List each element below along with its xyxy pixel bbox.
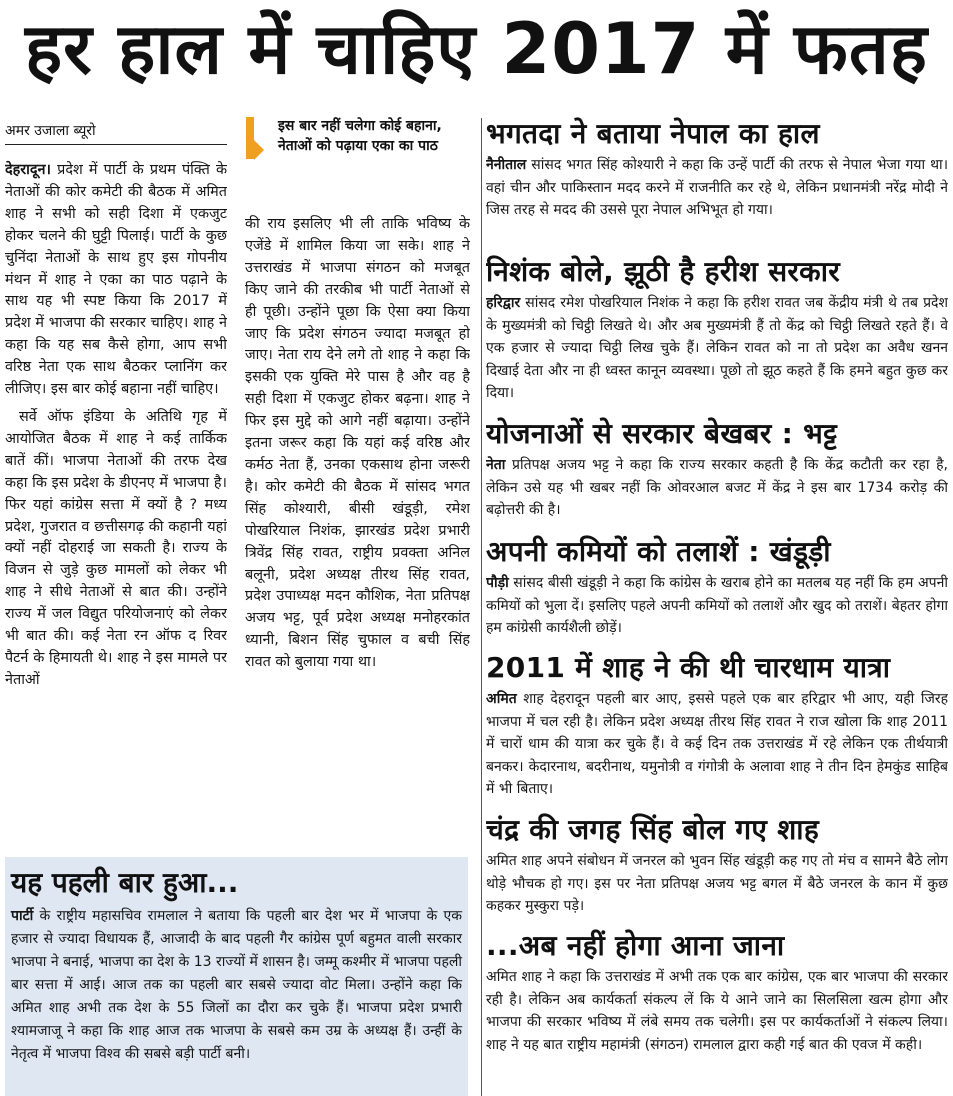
section-aana-jaana bbox=[486, 926, 948, 1096]
article-paragraph-3: की राय इसलिए भी ली ताकि भविष्य के एजेंडे में शामिल किया जा सके। शाह ने उत्तराखंड में भाजपा संगठन को मजबूत किए जाने की तरकीब भी पार्टी नेताओं से ही पूछी। उन्होंने पूछा कि ऐसा क्या किया जाए कि प्रदेश संगठन ज्यादा मजबूत हो जाए। नेता राय देने लगे तो शाह ने कहा कि इसकी एक युक्ति मेरे पास है और वह है सही दिशा में एकजुट होकर बढ़ना। शाह ने फिर इस मुद्दे को आगे नहीं बढ़ाया। उन्होंने इतना जरूर कहा कि यहां कई वरिष्ठ और कर्मठ नेता हैं, उनका एकसाथ होना जरूरी है। कोर कमेटी की बैठक में सांसद भगत सिंह कोश्यारी, बीसी खंडूड़ी, रमेश पोखरियाल निशंक, झारखंड प्रदेश प्रभारी त्रिवेंद्र सिंह रावत, राष्ट्रीय प्रवक्ता अनिल बलूनी, प्रदेश अध्यक्ष तीरथ सिंह रावत, प्रदेश उपाध्यक्ष मदन कौशिक, नेता प्रतिपक्ष अजय भट्ट, पूर्व प्रदेश अध्यक्ष मनोहरकांत ध्यानी, बिशन सिंह चुफाल व बची सिंह रावत को बुलाया गया था। bbox=[245, 216, 470, 671]
section-title: योजनाओं से सरकार बेखबर : भट्ट bbox=[486, 417, 838, 450]
section-lead: नेता bbox=[486, 457, 506, 473]
box-body: के राष्ट्रीय महासचिव रामलाल ने बताया कि पहली बार देश भर में भाजपा के एक हजार से ज्यादा विधायक हैं, आजादी के बाद पहली गैर कांग्रेस पूर्ण बहुमत वाली सरकार भाजपा ने बनाई, भाजपा का देश के 13 राज्यों में शासन है। जम्मू कश्मीर में भाजपा पहली बार सत्ता में आई। आज तक का पहली बार सबसे ज्यादा वोट मिला। उन्होंने कहा कि अमित शाह अभी तक देश के 55 जिलों का दौरा कर चुके हैं। भाजपा प्रदेश प्रभारी श्यामजाजू ने कहा कि शाह आज तक भाजपा के सबसे कम उम्र के अध्यक्ष हैं। उन्हीं के नेतृत्व में भाजपा विश्व की सबसे बड़ी पार्टी बनी। bbox=[11, 908, 462, 1062]
byline: अमर उजाला ब्यूरो bbox=[5, 118, 227, 145]
section-text bbox=[486, 292, 948, 405]
column-divider bbox=[481, 118, 482, 1096]
section-khanduri bbox=[486, 532, 948, 648]
section-lead: हरिद्वार bbox=[486, 295, 521, 311]
box-text bbox=[11, 905, 462, 1066]
section-title: चंद्र की जगह सिंह बोल गए शाह bbox=[486, 813, 819, 846]
article-column-2 bbox=[245, 214, 470, 844]
section-title: भगतदा ने बताया नेपाल का हाल bbox=[486, 117, 820, 150]
section-body: सांसद भगत सिंह कोश्यारी ने कहा कि उन्हें पार्टी की तरफ से नेपाल भेजा गया था। वहां चीन और पाकिस्तान मदद करने में राजनीति कर रहे थे, लेकिन प्रधानमंत्री नरेंद्र मोदी ने जिस तरह से मदद की उससे पूरा नेपाल अभिभूत हो गया। bbox=[486, 157, 948, 218]
section-bhatt bbox=[486, 414, 948, 532]
highlight-box bbox=[5, 857, 468, 1096]
section-title: 2011 में शाह ने की थी चारधाम यात्रा bbox=[486, 651, 891, 684]
section-text bbox=[486, 572, 948, 640]
section-lead: नैनीताल bbox=[486, 157, 527, 173]
article-paragraph-1-text: प्रदेश में पार्टी के प्रथम पंक्ति के नेताओं की कोर कमेटी की बैठक में अमित शाह ने सभी को सही दिशा में एकजुट होकर चलने की घुट्टी पिलाई। पार्टी के कुछ चुनिंदा नेताओं के साथ हुए इस गोपनीय मंथन में शाह ने एका का पाठ पढ़ाने के साथ यह भी स्पष्ट किया कि 2017 में प्रदेश में भाजपा की सरकार चाहिए। शाह ने कहा कि यह सब कैसे होगा, आप सभी वरिष्ठ नेता एक साथ बैठकर प्लानिंग कर लीजिए। इस बार कोई बहाना नहीं चाहिए। bbox=[5, 162, 227, 398]
section-lead: अमित bbox=[486, 691, 517, 707]
box-title: यह पहली बार हुआ... bbox=[11, 866, 239, 899]
section-text bbox=[486, 454, 948, 522]
section-text bbox=[486, 154, 948, 222]
section-chardham bbox=[486, 648, 948, 810]
section-body: सांसद बीसी खंडूड़ी ने कहा कि कांग्रेस के खराब होने का मतलब यह नहीं कि हम अपनी कमियों को भुला दें। इसलिए पहले अपनी कमियों को तलाशें और खुद को तराशें। बेहतर होगा हम कांग्रेसी कार्यशैली छोड़ें। bbox=[486, 575, 948, 636]
section-body: प्रतिपक्ष अजय भट्ट ने कहा कि राज्य सरकार कहती है कि केंद्र कटौती कर रहा है, लेकिन उसे यह भी खबर नहीं कि ओवरआल बजट में केंद्र ने इस बार 1734 करोड़ की बढ़ोत्तरी की है। bbox=[486, 457, 948, 518]
section-text: अमित शाह अपने संबोधन में जनरल को भुवन सिंह खंडूड़ी कह गए तो मंच व सामने बैठे लोग थोड़े भौचक हो गए। इस पर नेता प्रतिपक्ष अजय भट्ट बगल में बैठे जनरल के कान में कुछ कहकर मुस्कुरा पड़े। bbox=[486, 853, 948, 914]
section-nishank bbox=[486, 252, 948, 414]
section-title: अपनी कमियों को तलाशें : खंडूड़ी bbox=[486, 535, 831, 568]
article-column-1 bbox=[5, 160, 227, 842]
dateline: देहरादून। bbox=[5, 162, 51, 178]
pullquote: इस बार नहीं चलेगा कोई बहाना, नेताओं को पढ़ाया एका का पाठ bbox=[278, 118, 442, 154]
main-headline: हर हाल में चाहिए 2017 में फतह bbox=[25, 8, 928, 90]
section-title: निशंक बोले, झूठी है हरीश सरकार bbox=[486, 255, 840, 288]
article-paragraph-2: सर्वे ऑफ इंडिया के अतिथि गृह में आयोजित बैठक में शाह ने कई तार्किक बातें कीं। भाजपा नेताओं की तरफ देख कहा कि इस प्रदेश के डीएनए में भाजपा है। फिर यहां कांग्रेस सत्ता में क्यों है ? मध्य प्रदेश, गुजरात व छत्तीसगढ़ की कहानी यहां क्यों नहीं दोहराई जा सकती है। राज्य के विजन से जुड़े कुछ मामलों को लेकर भी शाह ने सीधे नेताओं से बात की। उन्होंने राज्य में जल विद्युत परियोजनाएं को लेकर भी बात की। कई नेता रन ऑफ द रिवर पैटर्न के हिमायती थे। शाह ने इस मामले पर नेताओं bbox=[5, 408, 227, 688]
section-lead: पौड़ी bbox=[486, 575, 509, 591]
box-lead: पार्टी bbox=[11, 908, 34, 924]
section-text bbox=[486, 688, 948, 801]
section-nepal bbox=[486, 114, 948, 252]
section-singh bbox=[486, 810, 948, 926]
section-body: सांसद रमेश पोखरियाल निशंक ने कहा कि हरीश रावत जब केंद्रीय मंत्री थे तब प्रदेश के मुख्यमंत्री को चिट्ठी लिखते थे। और अब मुख्यमंत्री हैं तो केंद्र को चिट्ठी लिखते रहते हैं। वे एक हजार से ज्यादा चिट्ठी लिख चुके हैं। लेकिन रावत को ना तो प्रदेश का अवैध खनन दिखाई देता और ना ही ध्वस्त कानून व्यवस्था। पूछो तो झूठ कहते हैं कि हमने बहुत कुछ कर दिया। bbox=[486, 295, 948, 401]
article-paragraph-1 bbox=[5, 160, 227, 401]
section-title: ...अब नहीं होगा आना जाना bbox=[486, 929, 785, 962]
section-body: शाह देहरादून पहली बार आए, इससे पहले एक बार हरिद्वार भी आए, यही जिरह भाजपा में चल रही है। लेकिन प्रदेश अध्यक्ष तीरथ सिंह रावत ने राज खोला कि शाह 2011 में चारों धाम की यात्रा कर चुके हैं। वे कई दिन तक उत्तराखंड में रहे लेकिन एक तीर्थयात्री बनकर। केदारनाथ, बदरीनाथ, यमुनोत्री व गंगोत्री के अलावा शाह ने तीन दिन हेमकुंड साहिब में भी बिताए। bbox=[486, 691, 948, 797]
section-text: अमित शाह ने कहा कि उत्तराखंड में अभी तक एक बार कांग्रेस, एक बार भाजपा की सरकार रही है। लेकिन अब कार्यकर्ता संकल्प लें कि ये आने जाने का सिलसिला खत्म होगा और भाजपा की सरकार भविष्य में लंबे समय तक चलेगी। इस पर कार्यकर्ताओं ने संकल्प लिया। शाह ने यह बात राष्ट्रीय महामंत्री (संगठन) रामलाल द्वारा कही गई बात की एवज में कही। bbox=[486, 969, 948, 1053]
